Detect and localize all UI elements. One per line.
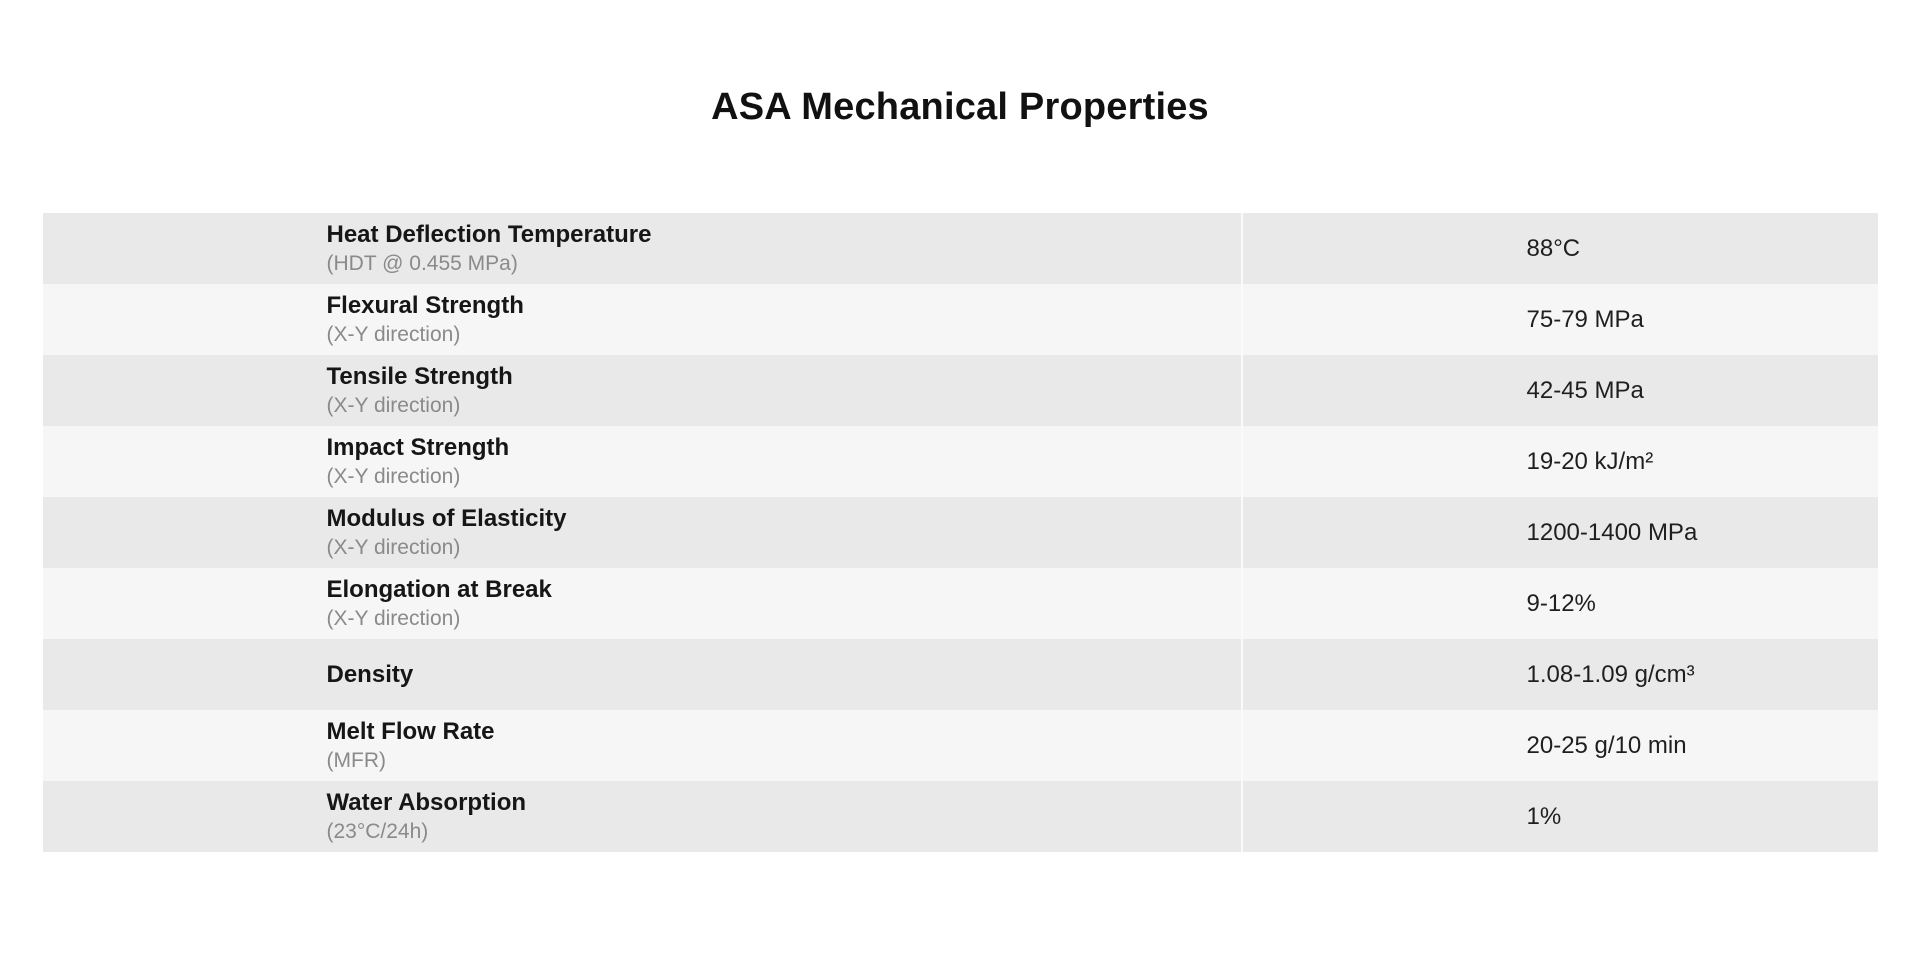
table-row [43, 781, 1878, 852]
value-cell [1243, 568, 1878, 639]
property-condition: (X-Y direction) [326, 322, 461, 346]
property-name: Heat Deflection Temperature [326, 220, 652, 248]
page-title: ASA Mechanical Properties [711, 86, 1209, 128]
property-condition: (MFR) [326, 748, 386, 772]
property-cell [43, 639, 1243, 710]
property-value: 1% [1526, 802, 1562, 830]
value-cell [1243, 213, 1878, 284]
table-row [43, 355, 1878, 426]
property-cell [43, 568, 1243, 639]
property-name: Density [326, 660, 414, 688]
property-cell [43, 497, 1243, 568]
table-row [43, 284, 1878, 355]
table-row [43, 497, 1878, 568]
property-cell [43, 355, 1243, 426]
table-row [43, 426, 1878, 497]
table-row [43, 568, 1878, 639]
value-cell [1243, 710, 1878, 781]
property-name: Modulus of Elasticity [326, 504, 567, 532]
table-row [43, 213, 1878, 284]
table-row [43, 639, 1878, 710]
page [0, 84, 1920, 960]
property-name: Water Absorption [326, 788, 527, 816]
property-name: Melt Flow Rate [326, 717, 495, 745]
property-condition: (X-Y direction) [326, 535, 461, 559]
value-cell [1243, 497, 1878, 568]
property-value: 75-79 MPa [1526, 305, 1644, 333]
property-cell [43, 426, 1243, 497]
property-cell [43, 710, 1243, 781]
property-value: 42-45 MPa [1526, 376, 1644, 404]
property-value: 88°C [1526, 234, 1581, 262]
property-condition: (X-Y direction) [326, 606, 461, 630]
property-value: 1200-1400 MPa [1526, 518, 1698, 546]
property-cell [43, 213, 1243, 284]
properties-table [43, 213, 1878, 852]
property-condition: (X-Y direction) [326, 393, 461, 417]
value-cell [1243, 284, 1878, 355]
table-row [43, 710, 1878, 781]
property-condition: (HDT @ 0.455 MPa) [326, 251, 518, 275]
property-condition: (X-Y direction) [326, 464, 461, 488]
property-value: 19-20 kJ/m² [1526, 447, 1654, 475]
property-name: Tensile Strength [326, 362, 513, 390]
property-condition: (23°C/24h) [326, 819, 429, 843]
value-cell [1243, 781, 1878, 852]
property-name: Impact Strength [326, 433, 510, 461]
value-cell [1243, 355, 1878, 426]
property-value: 20-25 g/10 min [1526, 731, 1687, 759]
value-cell [1243, 639, 1878, 710]
value-cell [1243, 426, 1878, 497]
property-value: 1.08-1.09 g/cm³ [1526, 660, 1695, 688]
property-name: Flexural Strength [326, 291, 524, 319]
property-name: Elongation at Break [326, 575, 552, 603]
property-cell [43, 284, 1243, 355]
property-value: 9-12% [1526, 589, 1596, 617]
property-cell [43, 781, 1243, 852]
